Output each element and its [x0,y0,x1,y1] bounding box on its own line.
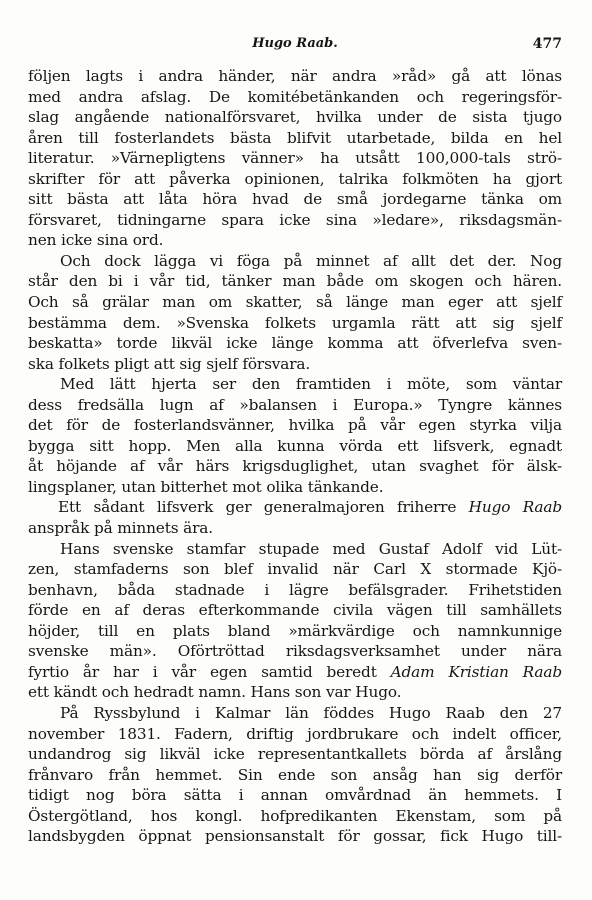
text-line-content: ett kändt och hedradt namn. Hans son var Hugo. [28,683,402,702]
text-line-content: dess fredsälla lugn af »balansen i Europa.» Tyngre kännes [28,395,562,414]
text-line-content: skrifter för att påverka opinionen, talrika folkmöten ha gjort [28,169,562,188]
text-line [28,724,562,745]
text-line [28,313,562,334]
text-line-content: anspråk på minnets ära. [28,519,213,538]
text-line [28,806,562,827]
text-line-content: förde en af deras efterkommande civila vägen till samhällets [28,601,562,620]
italic-name: Hugo Raab [468,498,562,517]
text-line [28,436,562,457]
text-line [28,682,562,703]
text-line-content: försvaret, tidningarne spara icke sina »ledare», riksdagsmän- [28,210,562,229]
text-line-content: åren till fosterlandets bästa blifvit utarbetade, bilda en hel [28,128,562,147]
text-line-content: står den bi i vår tid, tänker man både om skogen och hären. [28,272,562,291]
text-line-content: bygga sitt hopp. Men alla kunna vörda ett lifsverk, egnadt [28,436,562,455]
text-line [28,251,562,272]
text-line-content: nen icke sina ord. [28,231,164,250]
text-line-content: På Ryssbylund i Kalmar län föddes Hugo Raab den 27 [60,703,562,722]
text-line [28,374,562,395]
text-line [28,621,562,642]
text-line [28,497,562,518]
body-text [28,66,562,847]
text-line-content: höjder, till en plats bland »märkvärdige och namnkunnige [28,621,562,640]
text-line [28,600,562,621]
text-line-content: november 1831. Fadern, driftig jordbrukare och indelt officer, [28,724,562,743]
text-line [28,559,562,580]
text-line-content: Ett sådant lifsverk ger generalmajoren friherre [58,498,469,517]
text-line-content: sitt bästa att låta höra hvad de små jordegarne tänka om [28,190,562,209]
text-line-content: bestämma dem. »Svenska folkets urgamla rätt att sig sjelf [28,313,562,332]
text-line-content: beskatta» torde likväl icke länge komma att öfverlefva sven- [28,334,562,353]
text-line [28,395,562,416]
text-line-content: lingsplaner, utan bitterhet mot olika tänkande. [28,477,384,496]
text-line-content: svenske män». Oförtröttad riksdagsverksamhet under nära [28,642,562,661]
text-line [28,230,562,251]
text-line-content: zen, stamfaderns son blef invalid när Carl X stormade Kjö- [28,560,562,579]
text-line [28,415,562,436]
text-line-content: fyrtio år har i vår egen samtid beredt [28,662,391,681]
text-line-content: det för de fosterlandsvänner, hvilka på vår egen styrka vilja [28,416,562,435]
text-line [28,354,562,375]
text-line [28,641,562,662]
text-line [28,765,562,786]
text-line-content: följen lagts i andra händer, när andra »råd» gå att lönas [28,67,562,85]
text-line [28,580,562,601]
text-line [28,87,562,108]
text-line [28,662,562,683]
running-title: Hugo Raab. [252,36,338,51]
text-line-content: benhavn, båda stadnade i lägre befälsgrader. Frihetstiden [28,580,562,599]
text-line [28,333,562,354]
text-line-content: med andra afslag. De komitébetänkanden och regeringsför- [28,87,562,106]
text-line-content: Med lätt hjerta ser den framtiden i möte, som väntar [60,375,562,394]
text-line [28,128,562,149]
text-line-content: landsbygden öppnat pensionsanstalt för gossar, fick Hugo till- [28,827,562,846]
text-line [28,826,562,847]
text-line [28,271,562,292]
page-header [28,36,562,58]
text-line-content: tidigt nog böra sätta i annan omvårdnad än hemmets. I [28,786,562,805]
text-line-content: literatur. »Värnepligtens vänner» ha utsått 100,000-tals strö- [28,149,562,168]
text-line-content: ska folkets pligt att sig sjelf försvara. [28,354,311,373]
text-line [28,539,562,560]
text-line [28,477,562,498]
text-line-content: åt höjande af vår härs krigsduglighet, utan svaghet för älsk- [28,457,562,476]
text-line [28,66,562,87]
text-line [28,107,562,128]
text-line-content: slag angående nationalförsvaret, hvilka under de sista tjugo [28,108,562,127]
text-line [28,703,562,724]
page-number: 477 [532,36,562,52]
text-line [28,148,562,169]
text-line [28,785,562,806]
text-line [28,518,562,539]
text-line-content: Hans svenske stamfar stupade med Gustaf Adolf vid Lüt- [60,539,562,558]
text-line [28,210,562,231]
text-line-content: Östergötland, hos kongl. hofpredikanten Ekenstam, som på [28,806,562,825]
text-line-content: Och så grälar man om skatter, så länge man eger att sjelf [28,293,562,312]
italic-name: Adam Kristian Raab [390,662,562,681]
text-line-content: frånvaro från hemmet. Sin ende son ansåg han sig derför [28,765,562,784]
text-line [28,189,562,210]
text-line-content: Och dock lägga vi föga på minnet af allt det der. Nog [60,251,562,270]
text-line [28,456,562,477]
text-line-content: undandrog sig likväl icke representantkallets börda af årslång [28,745,562,764]
text-line [28,169,562,190]
text-line [28,744,562,765]
text-line [28,292,562,313]
